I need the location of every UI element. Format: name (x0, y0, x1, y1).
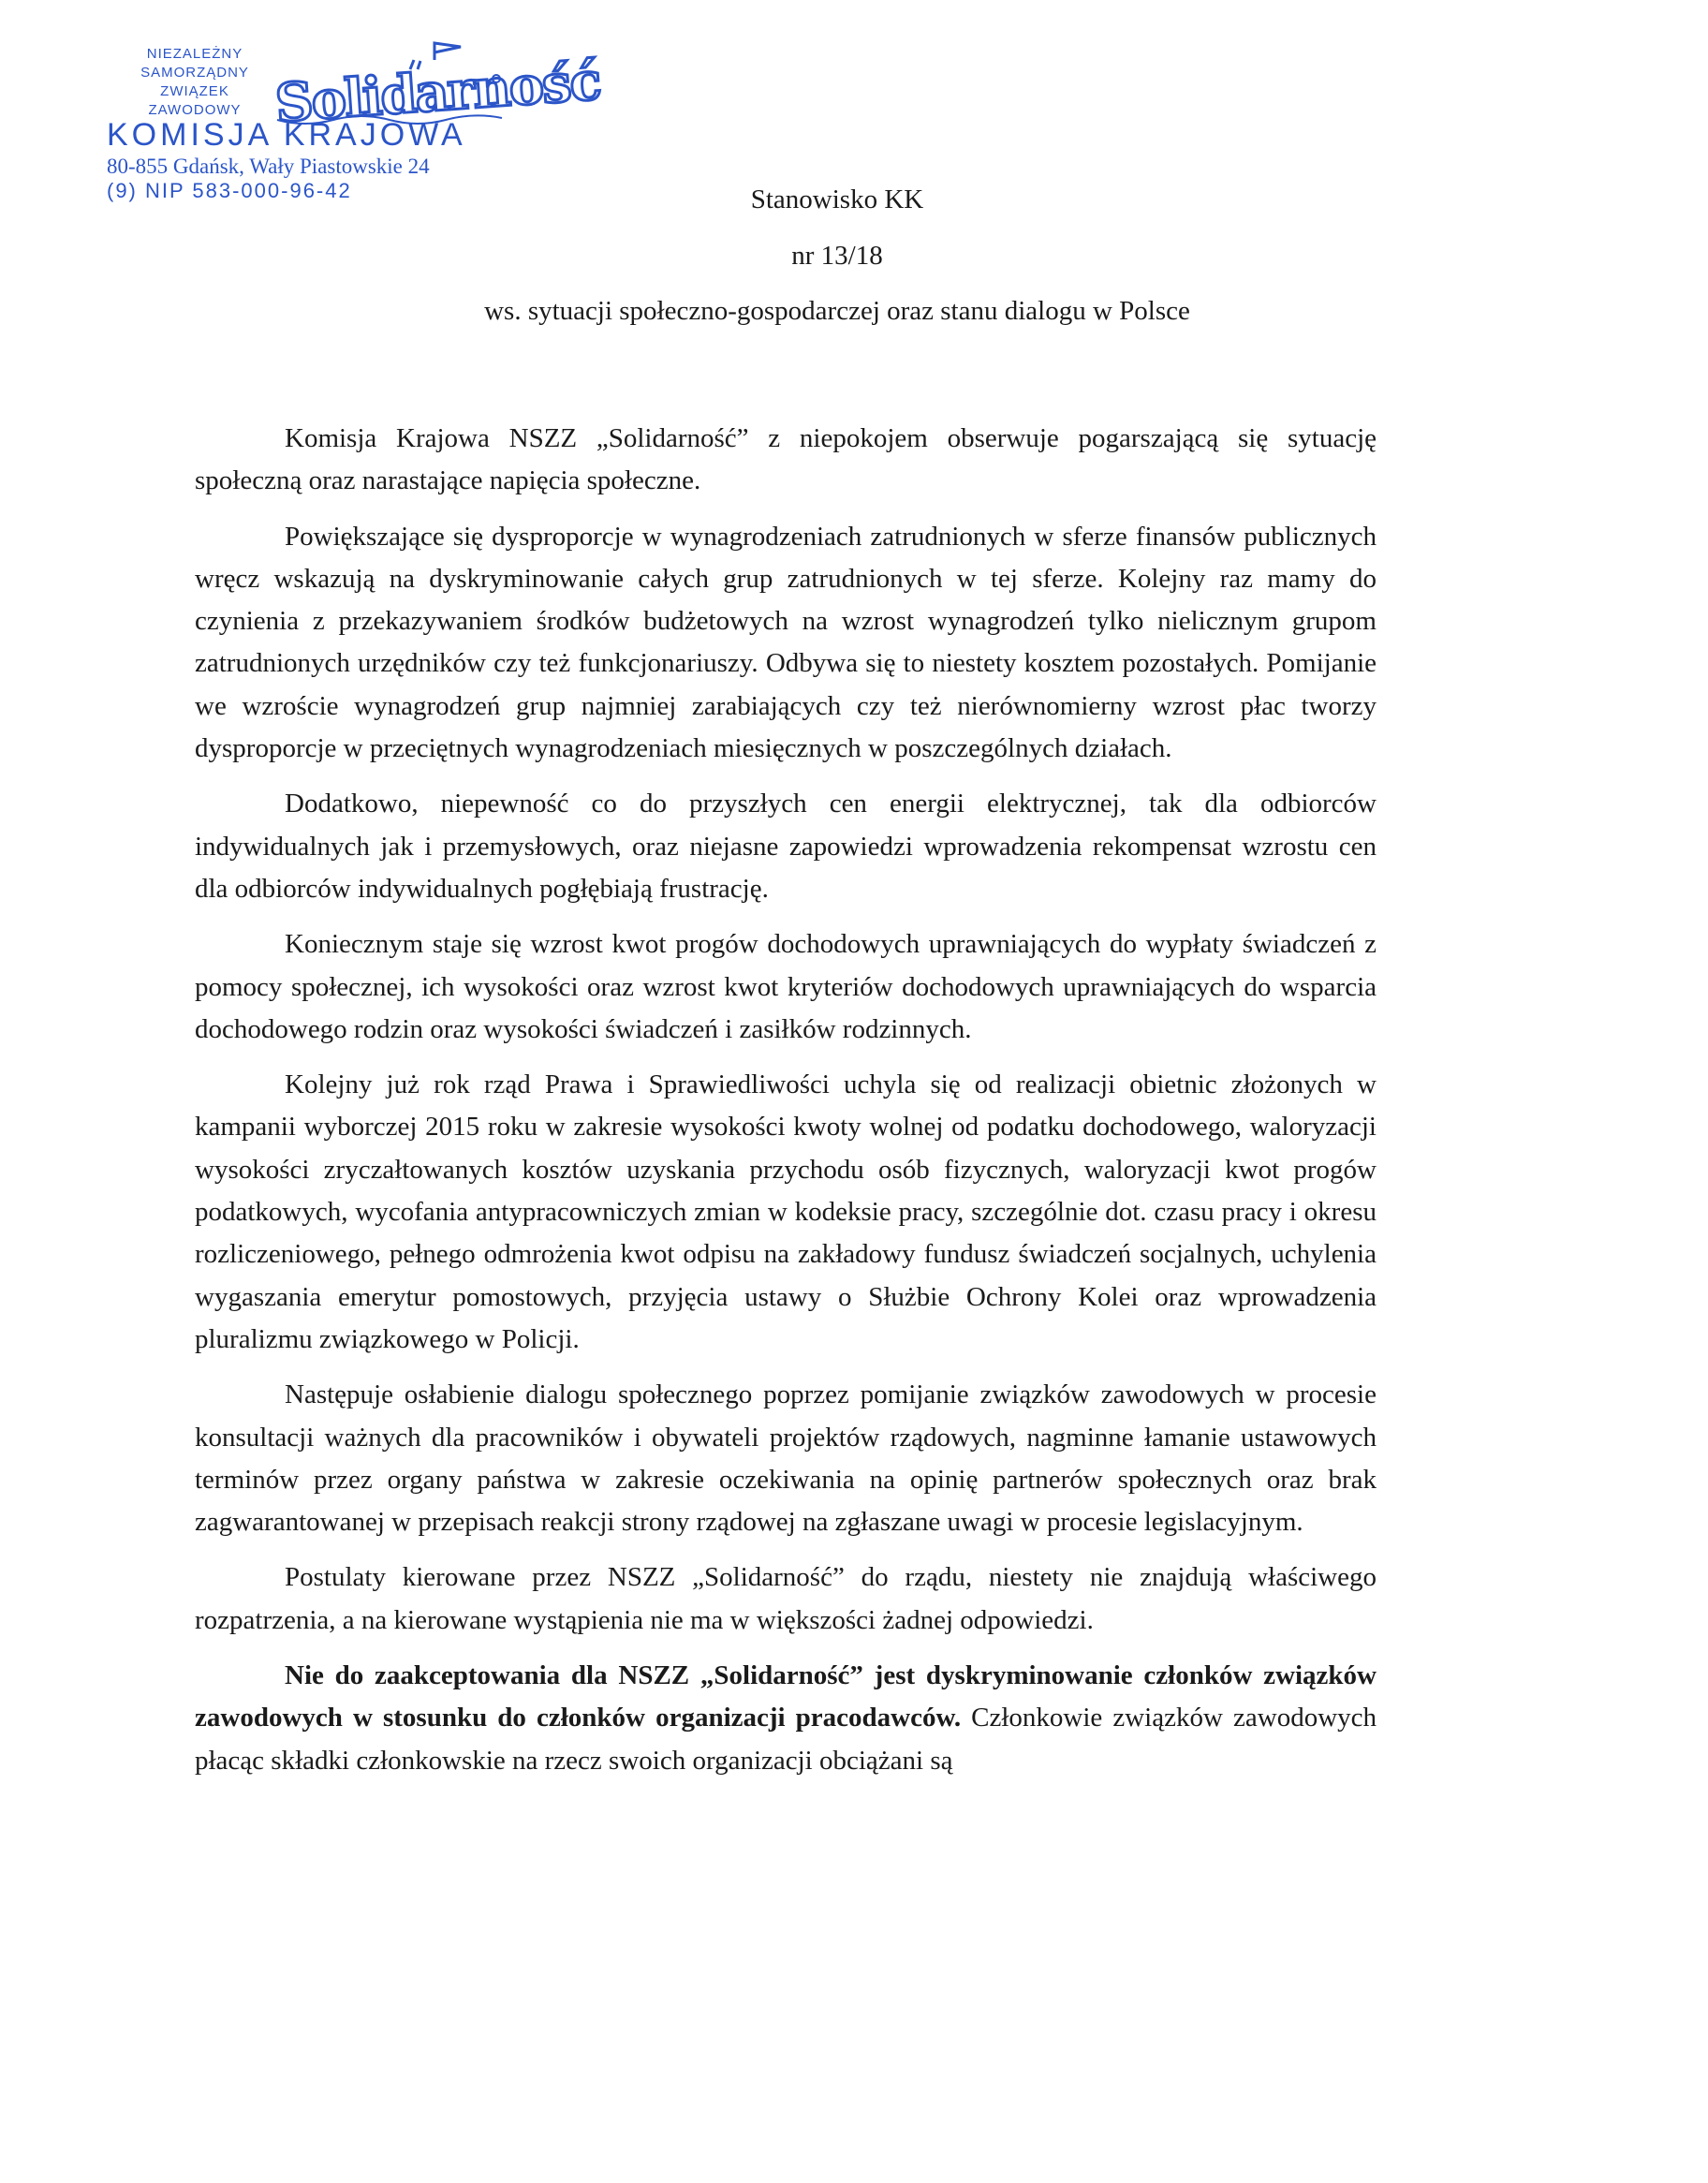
stamp-line-2: SAMORZĄDNY (140, 65, 249, 81)
stamp-line-1: NIEZALEŻNY (146, 46, 243, 62)
stamp-address: 80-855 Gdańsk, Wały Piastowskie 24 (107, 155, 430, 178)
document-body (195, 418, 1377, 1782)
document-number: nr 13/18 (791, 241, 883, 271)
final-paragraph (195, 1655, 1377, 1782)
paragraph: Koniecznym staje się wzrost kwot progów dochodowych uprawniających do wypłaty świadczeń z pomocy społecznej, ich wysokości oraz wzrost kwot kryteriów dochodowych uprawniających do wsparcia dochodowego rodzin oraz wysokości świadczeń i zasiłków rodzinnych. (195, 929, 1377, 1044)
stamp-nip: (9) NIP 583-000-96-42 (107, 179, 352, 202)
paragraph: Postulaty kierowane przez NSZZ „Solidarność” do rządu, niestety nie znajdują właściwego rozpatrzenia, a na kierowane wystąpienia nie ma w większości żadnej odpowiedzi. (195, 1562, 1377, 1635)
document-title: Stanowisko KK (750, 184, 924, 214)
stamp-line-4: ZAWODOWY (148, 102, 242, 118)
paragraph: Powiększające się dysproporcje w wynagrodzeniach zatrudnionych w sferze finansów publicznych wręcz wskazują na dyskryminowanie całych grup zatrudnionych w tej sferze. Kolejny raz mamy do czynienia z przekazywaniem środków budżetowych na wzrost wynagrodzeń tylko nielicznym grupom zatrudnionych urzędników czy też funkcjonariuszy. Odbywa się to niestety kosztem pozostałych. Pomijanie we wzroście wynagrodzeń grup najmniej zarabiających czy też nierównomierny wzrost płac tworzy dysproporcje w przeciętnych wynagrodzeniach miesięcznych w poszczególnych działach. (195, 521, 1377, 764)
final-paragraph-bold: Nie do zaakceptowania dla NSZZ „Solidarność” jest dyskryminowanie członków związków zawodowych w stosunku do członków organizacji pracodawców. (195, 1660, 1377, 1733)
paragraph: Kolejny już rok rząd Prawa i Sprawiedliwości uchyla się od realizacji obietnic złożonych w kampanii wyborczej 2015 roku w zakresie wysokości kwoty wolnej od podatku dochodowego, waloryzacji wysokości zryczałtowanych kosztów uzyskania przychodu osób fizycznych, waloryzacji kwot progów podatkowych, wycofania antypracowniczych zmian w kodeksie pracy, szczególnie dot. czasu pracy i okresu rozliczeniowego, pełnego odmrożenia kwot odpisu na zakładowy fundusz świadczeń socjalnych, uchylenia wygaszania emerytur pomostowych, przyjęcia ustawy o Służbie Ochrony Kolei oraz wprowadzenia pluralizmu związkowego w Policji. (195, 1069, 1377, 1354)
logo-lettering: Solidarność (272, 50, 602, 135)
paragraph: Następuje osłabienie dialogu społecznego poprzez pomijanie związków zawodowych w procesie konsultacji ważnych dla pracowników i obywateli projektów rządowych, nagminne łamanie ustawowych terminów przez organy państwa w zakresie oczekiwania na opinię partnerów społecznych oraz brak zagwarantowanej w przepisach reakcji strony rządowej na zgłaszane uwagi w procesie legislacyjnym. (195, 1379, 1377, 1538)
stamp-title: KOMISJA KRAJOWA (107, 117, 466, 153)
stamp-line-3: ZWIĄZEK (160, 83, 229, 99)
paragraph: Komisja Krajowa NSZZ „Solidarność” z niepokojem obserwuje pogarszającą się sytuację społeczną oraz narastające napięcia społeczne. (195, 423, 1377, 496)
final-paragraph-normal: Członkowie związków zawodowych płacąc składki członkowskie na rzecz swoich organizacji obciążani są (195, 1703, 1377, 1776)
document-subject: ws. sytuacji społeczno-gospodarczej oraz stanu dialogu w Polsce (484, 296, 1190, 326)
paragraph: Dodatkowo, niepewność co do przyszłych cen energii elektrycznej, tak dla odbiorców indywidualnych jak i przemysłowych, oraz niejasne zapowiedzi wprowadzenia rekompensat wzrostu cen dla odbiorców indywidualnych pogłębiają frustrację. (195, 789, 1377, 904)
